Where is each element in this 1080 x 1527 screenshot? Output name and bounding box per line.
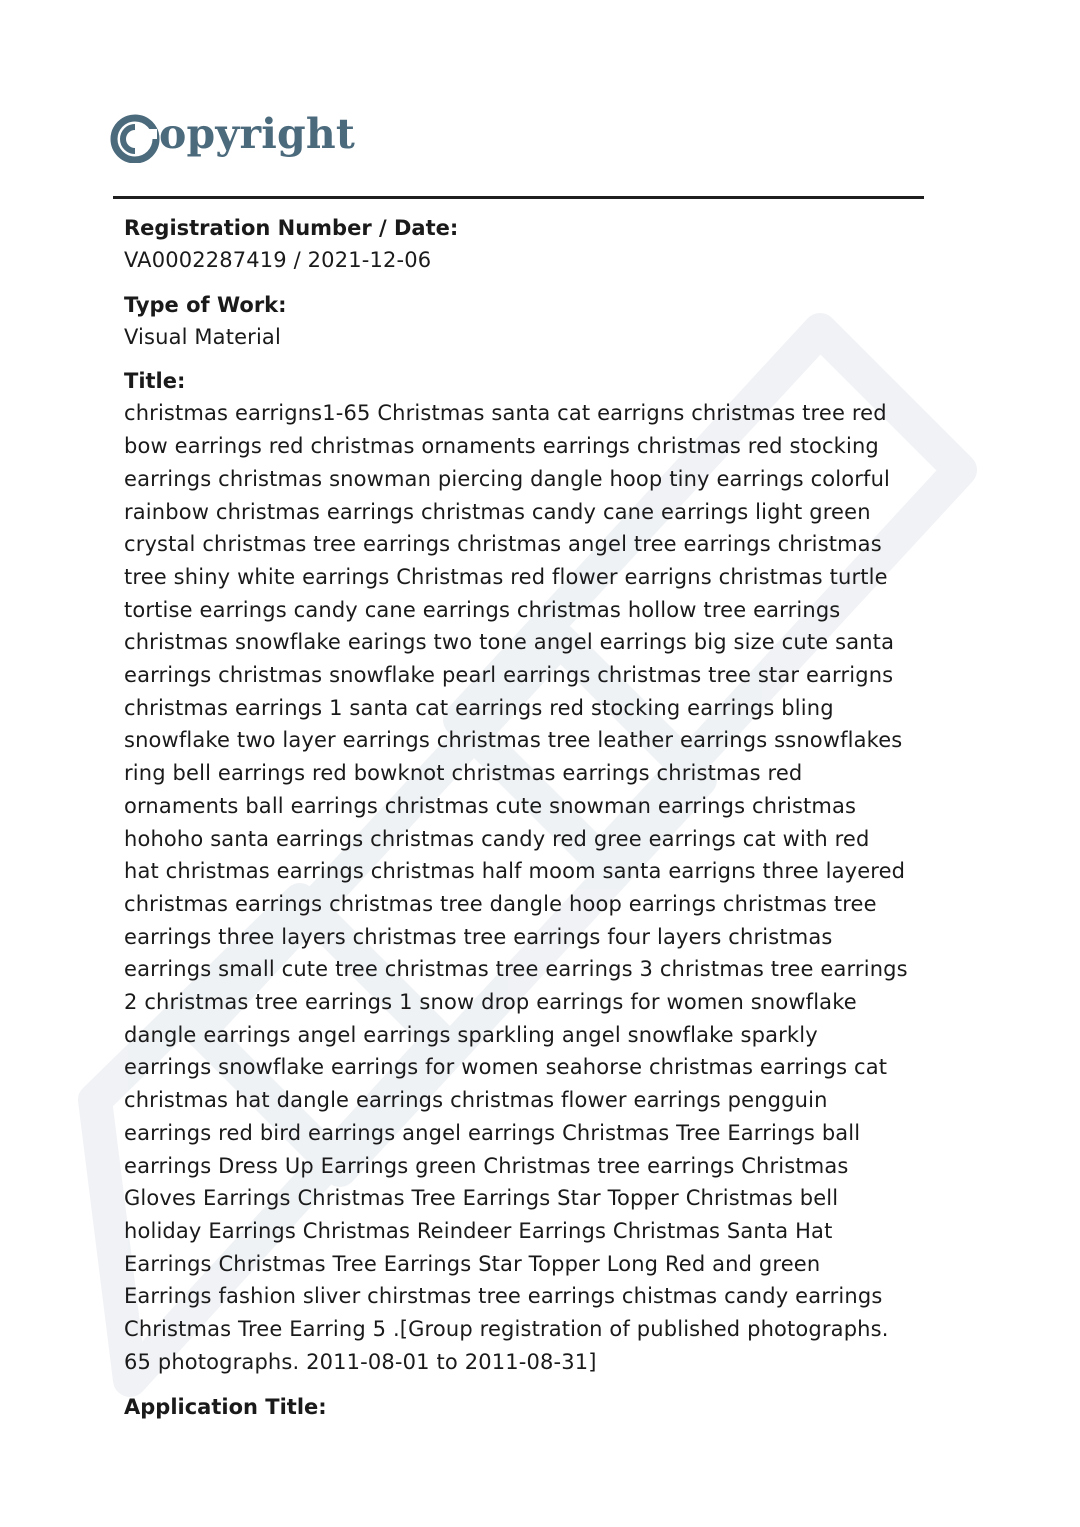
- application-title-field: [124, 1391, 924, 1423]
- title-value: christmas earrigns1-65 Christmas santa cat earrigns christmas tree red bow earrings red christmas ornaments earrings christmas red stocking earrings christmas snowman piercing dangle hoop tiny earrings colorful rainbow christmas earrings christmas candy cane earrings light green crystal christmas tree earrings christmas angel tree earrings christmas tree shiny white earrings Christmas red flower earrigns christmas turtle tortise earrings candy cane earrings christmas hollow tree earrings christmas snowflake earings two tone angel earrings big size cute santa earrings christmas snowflake pearl earrings christmas tree star earrigns christmas earrings 1 santa cat earrings red stocking earrings bling snowflake two layer earrings christmas tree leather earrings ssnowflakes ring bell earrings red bowknot christmas earrings christmas red ornaments ball earrings christmas cute snowman earrings christmas hohoho santa earrings christmas candy red gree earrings cat with red hat christmas earrings christmas half moom santa earrigns three layered christmas earrings christmas tree dangle hoop earrings christmas tree earrings three layers christmas tree earrings four layers christmas earrings small cute tree christmas tree earrings 3 christmas tree earrings 2 christmas tree earrings 1 snow drop earrings for women snowflake dangle earrings angel earrings sparkling angel snowflake sparkly earrings snowflake earrings for women seahorse christmas earrings cat christmas hat dangle earrings christmas flower earrings pengguin earrings red bird earrings angel earrings Christmas Tree Earrings ball earrings Dress Up Earrings green Christmas tree earrings Christmas Gloves Earrings Christmas Tree Earrings Star Topper Christmas bell holiday Earrings Christmas Reindeer Earrings Christmas Santa Hat Earrings Christmas Tree Earrings Star Topper Long Red and green Earrings fashion sliver chirstmas tree earrings chistmas candy earrings Christmas Tree Earring 5 .[Group registration of published photographs. 65 photographs. 2011-08-01 to 2011-08-31]: [124, 401, 908, 1374]
- application-title-label: Application Title:: [124, 1394, 327, 1419]
- registration-label: Registration Number / Date:: [124, 216, 459, 240]
- title-field: [124, 365, 924, 1378]
- registration-field: [124, 212, 924, 277]
- header-divider: [113, 196, 924, 199]
- type-of-work-label: Type of Work:: [124, 292, 287, 317]
- copyright-logo: [110, 108, 355, 168]
- type-of-work-field: [124, 289, 924, 354]
- type-of-work-value: Visual Material: [124, 324, 281, 349]
- copyright-c-icon: [110, 113, 160, 163]
- record-details: [124, 212, 924, 1423]
- title-label: Title:: [124, 369, 186, 394]
- registration-value: VA0002287419 / 2021-12-06: [124, 248, 432, 272]
- logo-text: opyright: [159, 109, 356, 158]
